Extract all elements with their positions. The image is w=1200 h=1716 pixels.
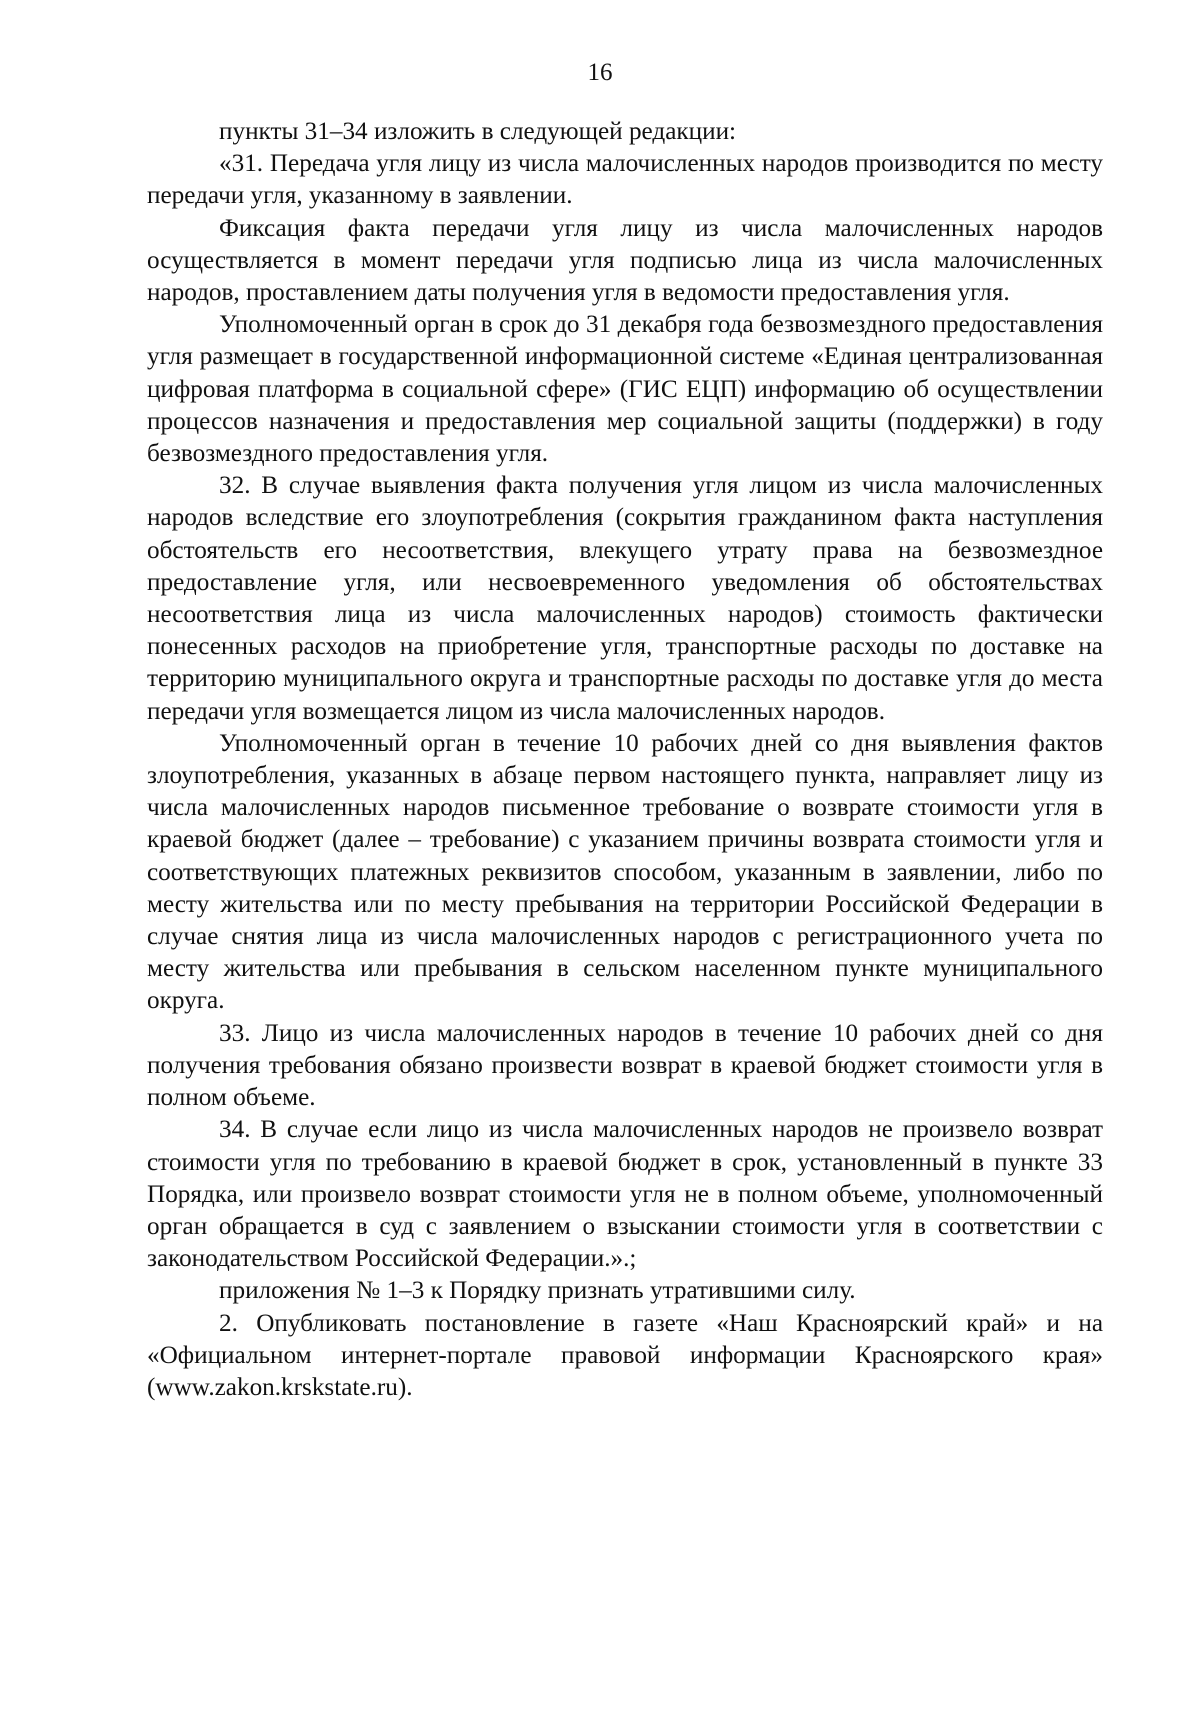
paragraph-item-31: «31. Передача угля лицу из числа малочисленных народов производится по месту передачи угля, указанному в заявлении. — [147, 150, 1103, 210]
paragraph-authority-demand: Уполномоченный орган в течение 10 рабочих дней со дня выявления фактов злоупотребления, указанных в абзаце первом настоящего пункта, направляет лицу из числа малочисленных народов письменное требование о возврате стоимости угля в краевой бюджет (далее – требование) с указанием причины возврата стоимости угля и соответствующих платежных реквизитов способом, указанным в заявлении, либо по месту жительства или по месту пребывания на территории Российской Федерации в случае снятия лица из числа малочисленных народов с регистрационного учета по месту жительства или пребывания в сельском населенном пункте муниципального округа. — [147, 729, 1103, 1015]
paragraph-fixation: Фиксация факта передачи угля лицу из числа малочисленных народов осуществляется в момент передачи угля подписью лица из числа малочисленных народов, проставлением даты получения угля в ведомости предоставления угля. — [147, 214, 1103, 307]
paragraph-appendices: приложения № 1–3 к Порядку признать утратившими силу. — [219, 1277, 856, 1305]
paragraph-publish: 2. Опубликовать постановление в газете «Наш Красноярский край» и на «Официальном интернет-портале правовой информации Красноярского края» (www.zakon.krskstate.ru). — [147, 1309, 1103, 1401]
paragraph-item-32: 32. В случае выявления факта получения угля лицом из числа малочисленных народов вследствие его злоупотребления (сокрытия гражданином факта наступления обстоятельств его несоответствия, влекущего утрату права на безвозмездное предоставление угля, или несвоевременного уведомления об обстоятельствах несоответствия лица из числа малочисленных народов) стоимость фактически понесенных расходов на приобретение угля, транспортные расходы по доставке на территорию муниципального округа и транспортные расходы по доставке угля до места передачи угля возмещается лицом из числа малочисленных народов. — [147, 472, 1103, 725]
paragraph-authority-gis: Уполномоченный орган в срок до 31 декабря года безвозмездного предоставления угля размещает в государственной информационной системе «Единая централизованная цифровая платформа в социальной сфере» (ГИС ЕЦП) информацию об осуществлении процессов назначения и предоставления мер социальной защиты (поддержки) в году безвозмездного предоставления угля. — [147, 311, 1103, 468]
paragraph-item-33: 33. Лицо из числа малочисленных народов в течение 10 рабочих дней со дня получения требования обязано произвести возврат в краевой бюджет стоимости угля в полном объеме. — [147, 1019, 1103, 1112]
document-body — [147, 116, 1103, 1404]
paragraph-item-34: 34. В случае если лицо из числа малочисленных народов не произвело возврат стоимости угля по требованию в краевой бюджет в срок, установленный в пункте 33 Порядка, или произвело возврат стоимости угля не в полном объеме, уполномоченный орган обращается в суд с заявлением о взыскании стоимости угля в соответствии с законодательством Российской Федерации.».; — [147, 1116, 1103, 1273]
page-number: 16 — [587, 59, 613, 86]
paragraph-intro: пункты 31–34 изложить в следующей редакции: — [219, 118, 737, 145]
